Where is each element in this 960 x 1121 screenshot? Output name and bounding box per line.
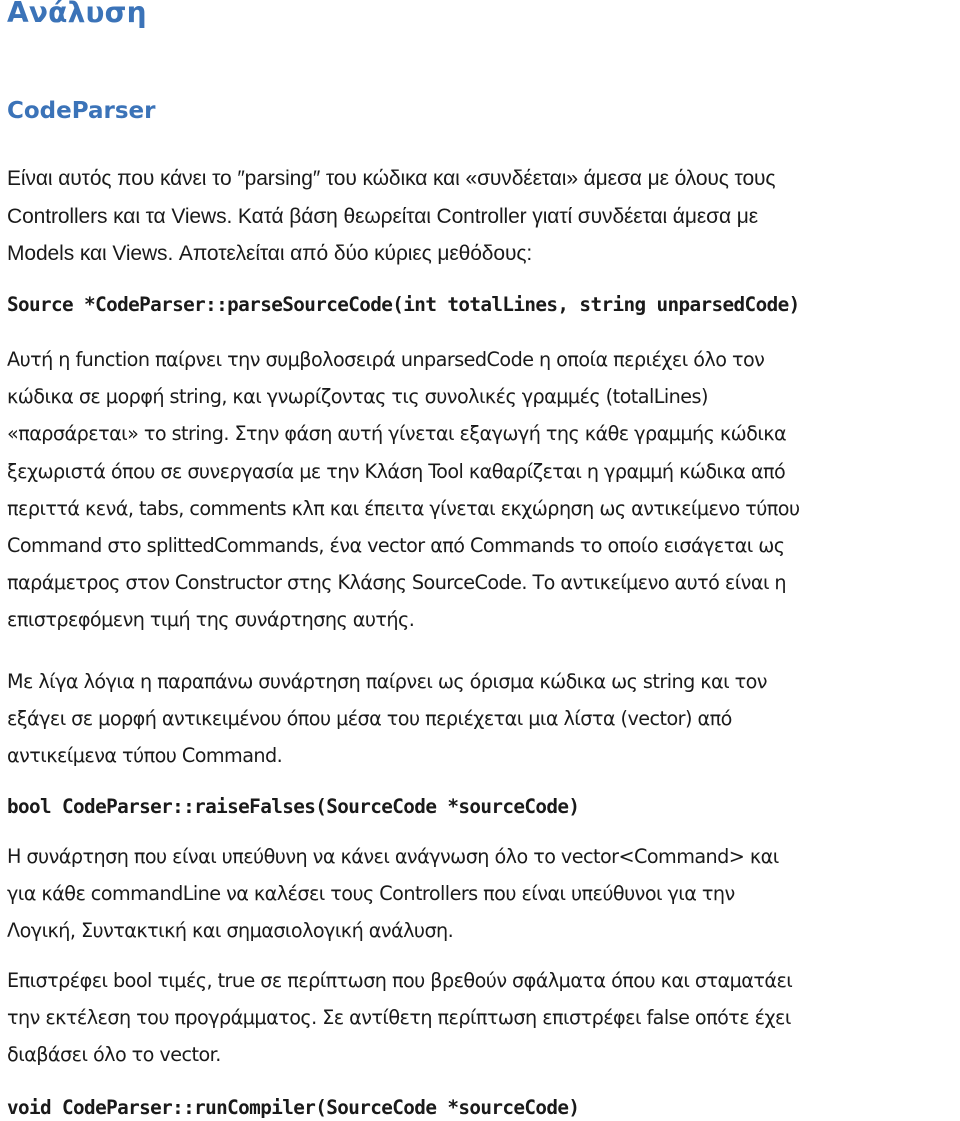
method-signature-run: void CodeParser::runCompiler(SourceCode *sourceCode) — [7, 1096, 580, 1119]
text-line: την εκτέλεση του προγράμματος. Σε αντίθετη περίπτωση επιστρέφει false οπότε έχει — [7, 1006, 791, 1030]
text-line: αντικείμενα τύπου Command. — [7, 744, 283, 768]
method-signature-parse: Source *CodeParser::parseSourceCode(int totalLines, string unparsedCode) — [7, 293, 800, 316]
text-line: Η συνάρτηση που είναι υπεύθυνη να κάνει ανάγνωση όλο το vector<Command> και — [7, 845, 779, 868]
text-line: «παρσάρεται» το string. Στην φάση αυτή γίνεται εξαγωγή της κάθε γραμμής κώδικα — [7, 422, 787, 446]
parse-summary-paragraph — [7, 663, 960, 775]
text-line: διαβάσει όλο το vector. — [7, 1043, 221, 1067]
text-line: Λογική, Συντακτική και σημασιολογική ανάλυση. — [7, 919, 454, 943]
text-line: περιττά κενά, tabs, comments κλπ και έπειτα γίνεται εκχώρηση ως αντικείμενο τύπου — [7, 496, 800, 520]
text-line: για κάθε commandLine να καλέσει τους Controllers που είναι υπεύθυνοι για την — [7, 882, 735, 906]
text-line: ξεχωριστά όπου σε συνεργασία με την Κλάση Tool καθαρίζεται η γραμμή κώδικα από — [7, 459, 786, 483]
text-line: Models και Views. Αποτελείται από δύο κύριες μεθόδους: — [7, 242, 533, 265]
text-line: Με λίγα λόγια η παραπάνω συνάρτηση παίρνει ως όρισμα κώδικα ως string και τον — [7, 670, 767, 693]
text-line: Command στο splittedCommands, ένα vector από Commands το οποίο εισάγεται ως — [7, 534, 785, 558]
text-line: κώδικα σε μορφή string, και γνωρίζοντας τις συνολικές γραμμές (totalLines) — [7, 385, 708, 409]
raise-description-paragraph — [7, 838, 960, 950]
raise-return-paragraph — [7, 962, 960, 1074]
text-line: επιστρεφόμενη τιμή της συνάρτησης αυτής. — [7, 608, 415, 632]
text-line: εξάγει σε μορφή αντικειμένου όπου μέσα του περιέχεται μια λίστα (vector) από — [7, 707, 732, 731]
method-signature-raise: bool CodeParser::raiseFalses(SourceCode *sourceCode) — [7, 795, 580, 818]
text-line: Controllers και τα Views. Κατά βάση θεωρείται Controller γιατί συνδέεται άμεσα με — [7, 204, 759, 228]
page-title: Ανάλυση — [7, 0, 147, 29]
parse-description-paragraph — [7, 341, 960, 639]
intro-paragraph — [7, 160, 960, 273]
text-line: παράμετρος στον Constructor στης Κλάσης SourceCode. Το αντικείμενο αυτό είναι η — [7, 571, 787, 595]
section-title: CodeParser — [7, 98, 156, 124]
text-line: Επιστρέφει bool τιμές, true σε περίπτωση που βρεθούν σφάλματα όπου και σταματάει — [7, 969, 793, 992]
text-line: Είναι αυτός που κάνει το ″parsing″ του κώδικα και «συνδέεται» άμεσα με όλους τους — [7, 167, 776, 190]
text-line: Αυτή η function παίρνει την συμβολοσειρά unparsedCode η οποία περιέχει όλο τον — [7, 348, 765, 371]
